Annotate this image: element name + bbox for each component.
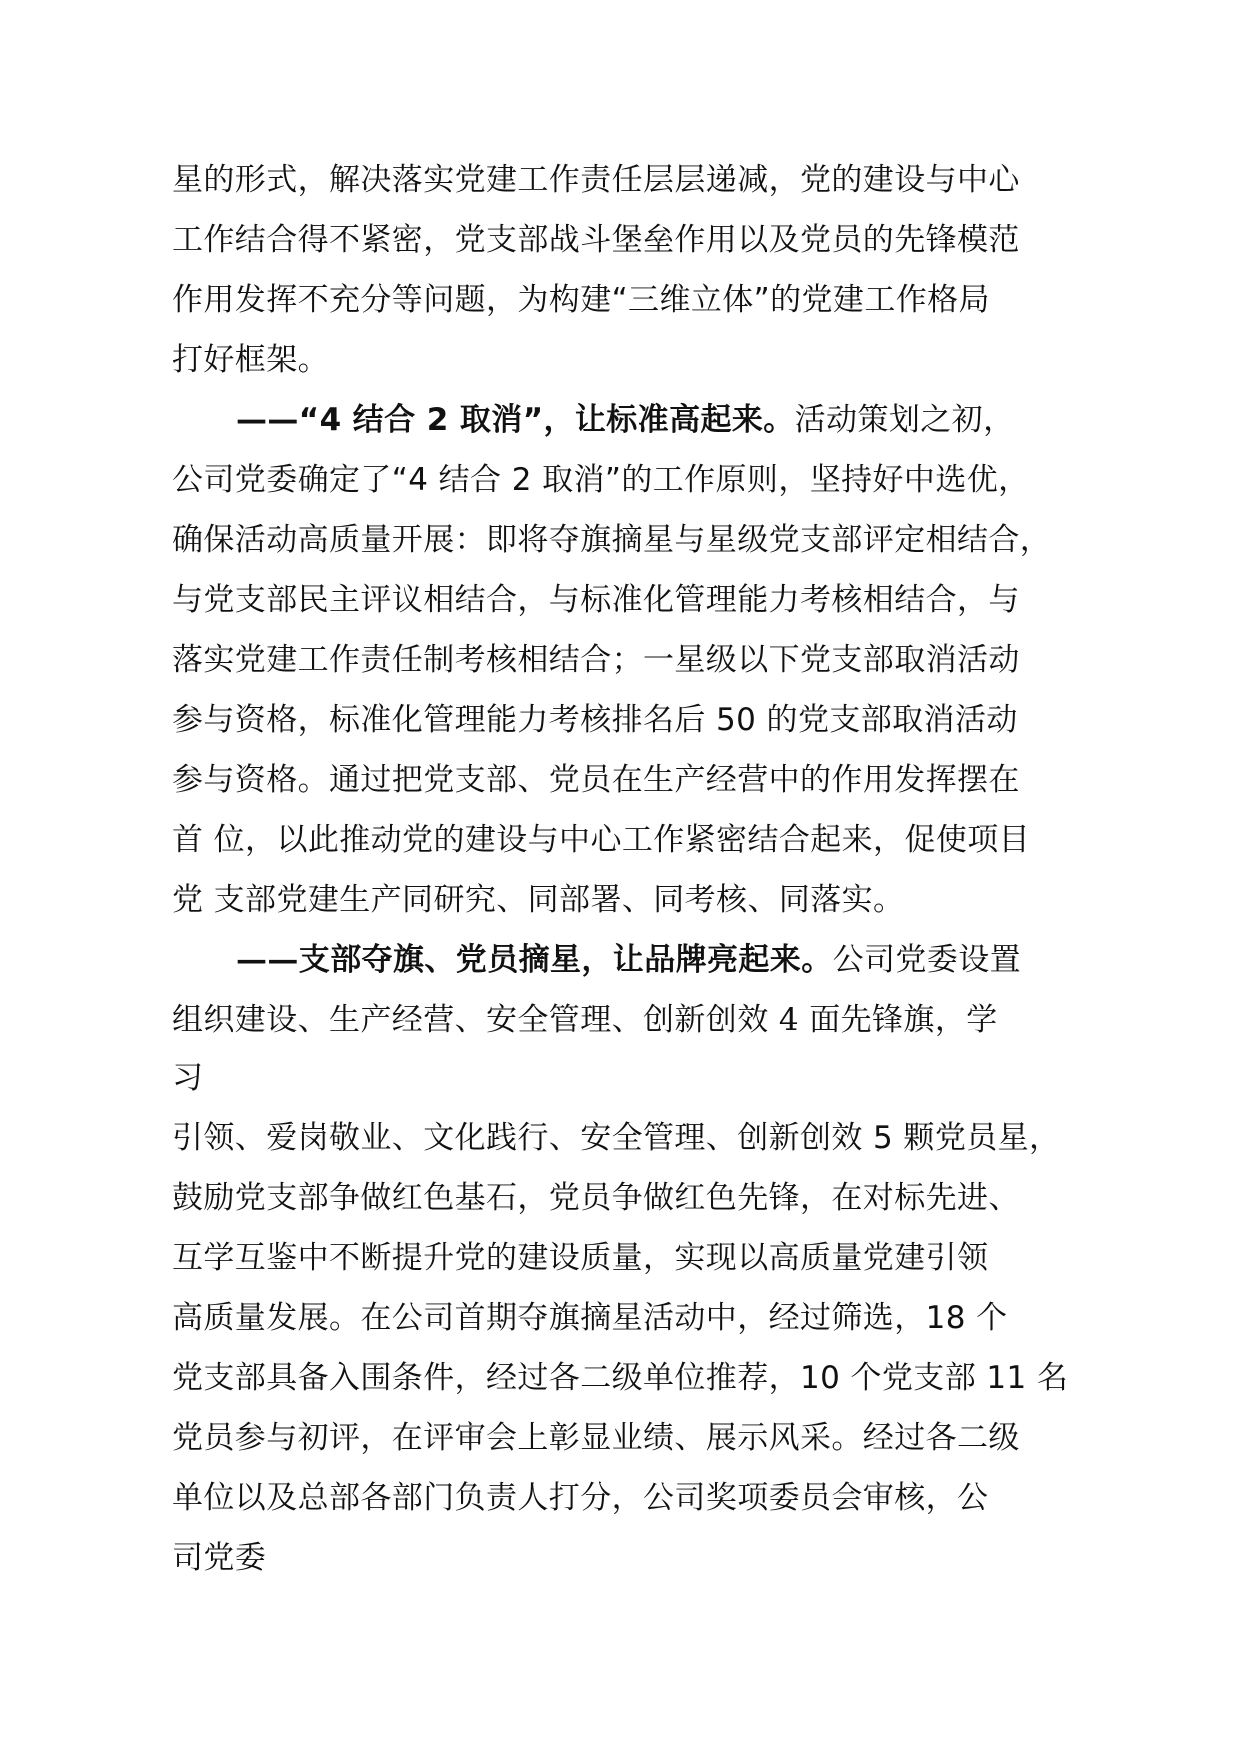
paragraph-line: 作用发挥不充分等问题，为构建“三维立体”的党建工作格局 — [172, 282, 990, 318]
section-heading-line — [236, 940, 1021, 980]
paragraph-line: 习 — [172, 1060, 204, 1096]
paragraph-line: 打好框架。 — [172, 342, 329, 378]
section-heading: ——支部夺旗、党员摘星，让品牌亮起来。 — [236, 942, 833, 978]
paragraph-line: 互学互鉴中不断提升党的建设质量，实现以高质量党建引领 — [172, 1240, 989, 1276]
paragraph-line: 党 支部党建生产同研究、同部署、同考核、同落实。 — [172, 882, 905, 918]
paragraph-line: 公司党委确定了“4 结合 2 取消”的工作原则，坚持好中选优， — [172, 462, 1030, 498]
section-heading-line — [236, 400, 1014, 440]
paragraph-line: 星的形式，解决落实党建工作责任层层递减，党的建设与中心 — [172, 162, 1020, 198]
paragraph-line: 首 位，以此推动党的建设与中心工作紧密结合起来，促使项目 — [172, 822, 1031, 858]
paragraph-line: 落实党建工作责任制考核相结合；一星级以下党支部取消活动 — [172, 642, 1020, 678]
paragraph-line: 党支部具备入围条件，经过各二级单位推荐，10 个党支部 11 名 — [172, 1360, 1069, 1396]
paragraph-line: 高质量发展。在公司首期夺旗摘星活动中，经过筛选，18 个 — [172, 1300, 1008, 1336]
paragraph-line: 参与资格。通过把党支部、党员在生产经营中的作用发挥摆在 — [172, 762, 1020, 798]
paragraph-line: 与党支部民主评议相结合，与标准化管理能力考核相结合，与 — [172, 582, 1020, 618]
paragraph-line: 单位以及总部各部门负责人打分，公司奖项委员会审核，公 — [172, 1480, 989, 1516]
paragraph-line: 党员参与初评，在评审会上彰显业绩、展示风采。经过各二级 — [172, 1420, 1020, 1456]
paragraph-text: 公司党委设置 — [832, 942, 1022, 978]
paragraph-line: 组织建设、生产经营、安全管理、创新创效 4 面先锋旗，学 — [172, 1002, 998, 1038]
paragraph-line: 引领、爱岗敬业、文化践行、安全管理、创新创效 5 颗党员星， — [172, 1120, 1061, 1156]
paragraph-line: 司党委 — [172, 1540, 267, 1576]
paragraph-line: 鼓励党支部争做红色基石，党员争做红色先锋，在对标先进、 — [172, 1180, 1020, 1216]
paragraph-line: 工作结合得不紧密，党支部战斗堡垒作用以及党员的先锋模范 — [172, 222, 1020, 258]
paragraph-line: 参与资格，标准化管理能力考核排名后 50 的党支部取消活动 — [172, 702, 1018, 738]
section-heading: ——“4 结合 2 取消”，让标准高起来。 — [236, 402, 795, 438]
paragraph-text: 活动策划之初， — [794, 402, 1015, 438]
paragraph-line: 确保活动高质量开展：即将夺旗摘星与星级党支部评定相结合， — [172, 522, 1052, 558]
